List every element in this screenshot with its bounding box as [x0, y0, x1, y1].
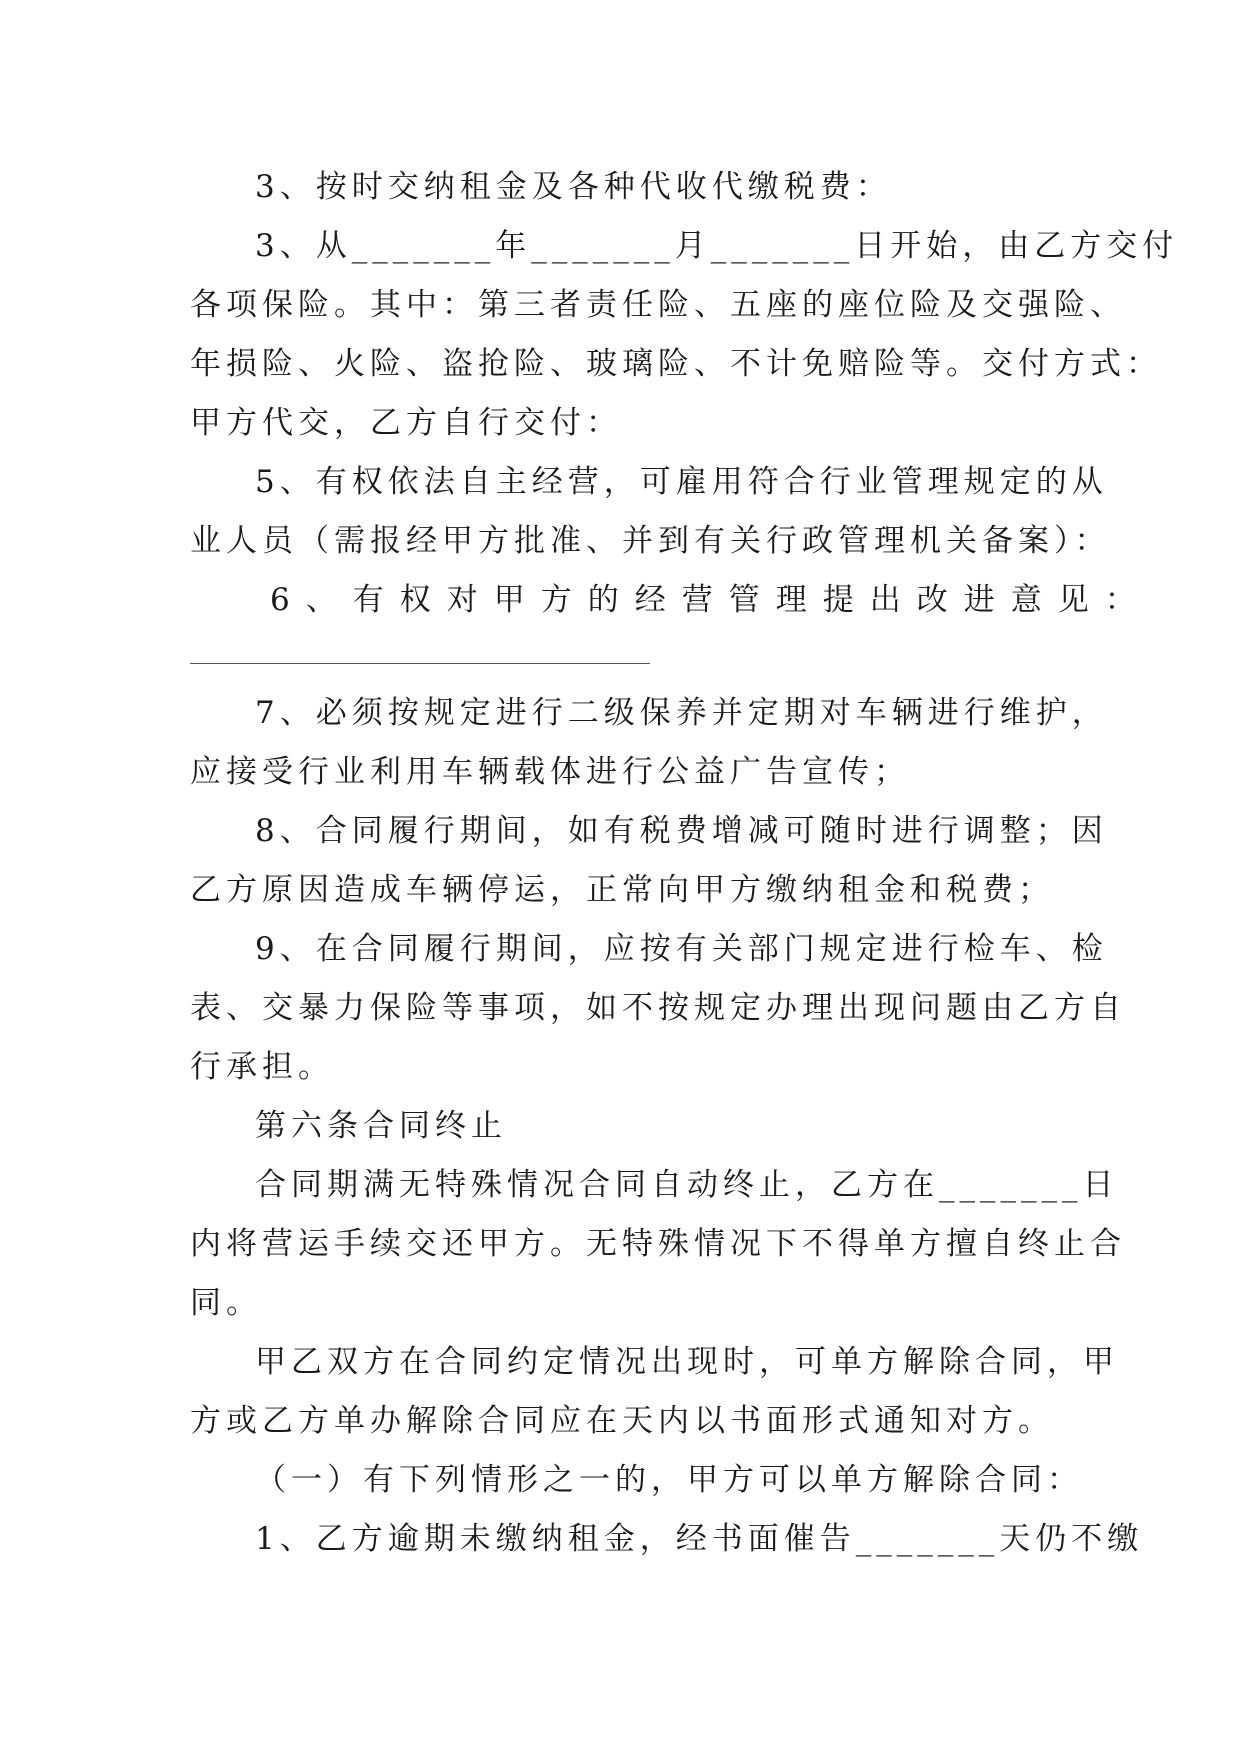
paragraph-line: 业人员（需报经甲方批准、并到有关行政管理机关备案）：: [190, 523, 1111, 559]
paragraph-line: 表、交暴力保险等事项，如不按规定办理出现问题由乙方自: [190, 990, 1126, 1026]
paragraph-line: （一）有下列情形之一的，甲方可以单方解除合同：: [255, 1462, 1083, 1498]
paragraph-line: 3、从_______年_______月_______日开始，由乙方交付: [255, 228, 1179, 264]
fill-in-blank-rule: [190, 663, 650, 664]
paragraph-line: 同。: [190, 1285, 262, 1321]
paragraph-line: 年损险、火险、盗抢险、玻璃险、不计免赔险等。交付方式：: [190, 346, 1162, 382]
paragraph-line: 应接受行业利用车辆载体进行公益广告宣传；: [190, 754, 910, 790]
paragraph-line: 9、在合同履行期间，应按有关部门规定进行检车、检: [255, 931, 1108, 967]
paragraph-line: 7、必须按规定进行二级保养并定期对车辆进行维护，: [255, 695, 1108, 731]
paragraph-line: 合同期满无特殊情况合同自动终止，乙方在_______日: [255, 1167, 1119, 1203]
paragraph-line: 3、按时交纳租金及各种代收代缴税费：: [255, 169, 892, 205]
paragraph-line: 行承担。: [190, 1049, 334, 1085]
paragraph-line: 甲乙双方在合同约定情况出现时，可单方解除合同，甲: [255, 1344, 1119, 1380]
paragraph-line: 6、有权对甲方的经营管理提出改进意见：: [270, 582, 1152, 618]
section-heading: 第六条合同终止: [255, 1108, 507, 1144]
paragraph-line: 乙方原因造成车辆停运，正常向甲方缴纳租金和税费；: [190, 872, 1054, 908]
paragraph-line: 5、有权依法自主经营，可雇用符合行业管理规定的从: [255, 464, 1108, 500]
paragraph-line: 1、乙方逾期未缴纳租金，经书面催告_______天仍不缴: [255, 1521, 1144, 1557]
paragraph-line: 内将营运手续交还甲方。无特殊情况下不得单方擅自终止合: [190, 1226, 1126, 1262]
paragraph-line: 8、合同履行期间，如有税费增减可随时进行调整；因: [255, 813, 1108, 849]
paragraph-line: 甲方代交，乙方自行交付：: [190, 405, 622, 441]
paragraph-line: 各项保险。其中：第三者责任险、五座的座位险及交强险、: [190, 287, 1126, 323]
paragraph-line: 方或乙方单办解除合同应在天内以书面形式通知对方。: [190, 1403, 1054, 1439]
